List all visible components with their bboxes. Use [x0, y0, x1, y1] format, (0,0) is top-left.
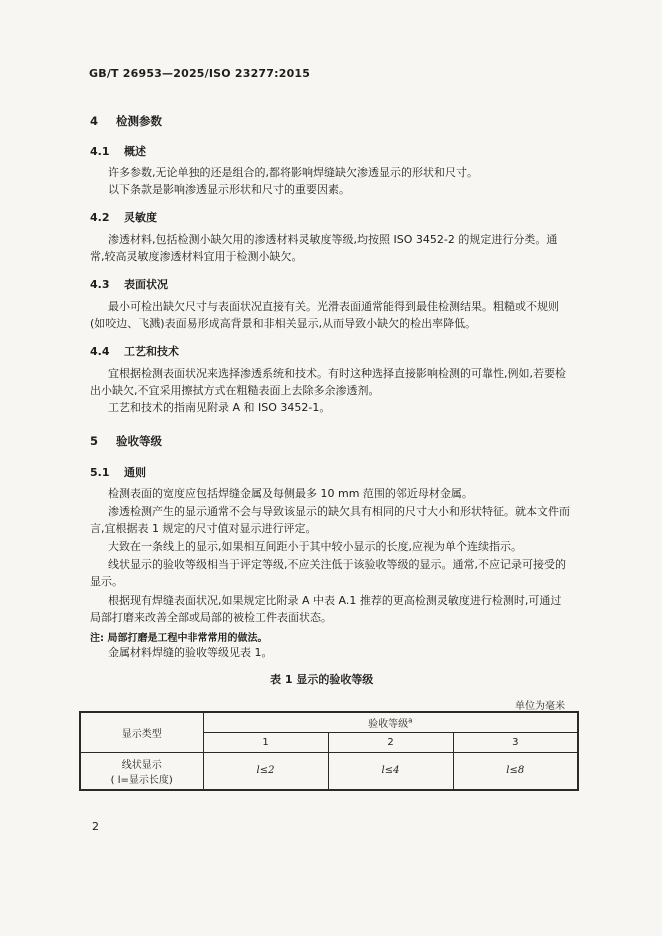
paragraph: 最小可检出缺欠尺寸与表面状况直接有关。光滑表面通常能得到最佳检测结果。粗糙或不规则: [108, 300, 559, 313]
paragraph: 金属材料焊缝的验收等级见表 1。: [108, 646, 273, 659]
paragraph-continued: 显示。: [90, 575, 123, 588]
paragraph: 宜根据检测表面状况来选择渗透系统和技术。有时这种选择直接影响检测的可靠性,例如,若要检: [108, 367, 566, 380]
paragraph-continued: 局部打磨来改善全部或局部的被检工件表面状态。: [90, 611, 332, 624]
header-level-2: 2: [328, 732, 453, 752]
paragraph: 渗透材料,包括检测小缺欠用的渗透材料灵敏度等级,均按照 ISO 3452-2 的规定进行分类。通: [108, 233, 558, 246]
section-4-1-heading: [90, 143, 146, 159]
table-caption: 表 1 显示的验收等级: [270, 673, 374, 686]
section-5-title: 验收等级: [116, 434, 162, 448]
row-label-linear: [80, 752, 203, 790]
row-label-line-1: 线状显示: [121, 759, 162, 771]
header-level-3: 3: [453, 732, 578, 752]
section-4-1-title: 概述: [124, 145, 146, 158]
section-4-2-heading: [90, 209, 157, 225]
section-4-2-number: 4.2: [90, 211, 110, 224]
paragraph-continued: (如咬边、飞溅)表面易形成高背景和非相关显示,从而导致小缺欠的检出率降低。: [90, 317, 477, 330]
section-4-4-heading: [90, 343, 179, 359]
paragraph: 大致在一条线上的显示,如果相互间距小于其中较小显示的长度,应视为单个连续指示。: [108, 540, 522, 553]
page-number: 2: [92, 820, 99, 833]
table-row: [80, 752, 578, 790]
section-5-1-title: 通则: [124, 466, 146, 479]
standard-header: GB/T 26953—2025/ISO 23277:2015: [89, 67, 311, 80]
section-4-4-number: 4.4: [90, 345, 110, 358]
paragraph-continued: 出小缺欠,不宜采用擦拭方式在粗糙表面上去除多余渗透剂。: [90, 384, 380, 397]
note: 注: 局部打磨是工程中非常常用的做法。: [90, 633, 268, 644]
section-4-heading: [90, 113, 162, 129]
section-4-4-title: 工艺和技术: [124, 345, 179, 358]
paragraph: 根据现有焊缝表面状况,如果规定比附录 A 中表 A.1 推荐的更高检测灵敏度进行检测时,可通过: [108, 594, 562, 607]
paragraph: 工艺和技术的指南见附录 A 和 ISO 3452-1。: [108, 401, 331, 414]
value-level-3: l≤8: [453, 752, 578, 790]
table-unit: 单位为毫米: [515, 701, 565, 712]
value-level-2: l≤4: [328, 752, 453, 790]
section-5-1-heading: [90, 464, 146, 480]
section-4-3-number: 4.3: [90, 278, 110, 291]
paragraph: 以下条款是影响渗透显示形状和尺寸的重要因素。: [108, 183, 350, 196]
section-5-heading: [90, 433, 162, 449]
header-level-1: 1: [203, 732, 328, 752]
value-level-1: l≤2: [203, 752, 328, 790]
paragraph: 渗透检测产生的显示通常不会与导致该显示的缺欠具有相同的尺寸大小和形状特征。就本文件而: [108, 505, 570, 518]
section-5-1-number: 5.1: [90, 466, 110, 479]
paragraph: 许多参数,无论单独的还是组合的,都将影响焊缝缺欠渗透显示的形状和尺寸。: [108, 166, 478, 179]
footnote-marker: a: [408, 716, 413, 725]
section-4-2-title: 灵敏度: [124, 211, 157, 224]
row-label-line-2: ( l=显示长度): [110, 774, 173, 786]
paragraph-continued: 常,较高灵敏度渗透材料宜用于检测小缺欠。: [90, 250, 303, 263]
section-4-number: 4: [90, 114, 99, 128]
section-4-1-number: 4.1: [90, 145, 110, 158]
section-4-title: 检测参数: [116, 114, 162, 128]
header-acceptance-level: [203, 712, 578, 732]
section-5-number: 5: [90, 434, 99, 448]
paragraph: 检测表面的宽度应包括焊缝金属及每侧最多 10 mm 范围的邻近母材金属。: [108, 487, 473, 500]
acceptance-levels-table: [79, 711, 579, 791]
section-4-3-heading: [90, 276, 168, 292]
section-4-3-title: 表面状况: [124, 278, 168, 291]
paragraph-continued: 言,宜根据表 1 规定的尺寸值对显示进行评定。: [90, 522, 317, 535]
header-acceptance-level-label: 验收等级: [368, 718, 409, 730]
paragraph: 线状显示的验收等级相当于评定等级,不应关注低于该验收等级的显示。通常,不应记录可接受的: [108, 558, 566, 571]
header-indication-type: 显示类型: [80, 712, 203, 752]
